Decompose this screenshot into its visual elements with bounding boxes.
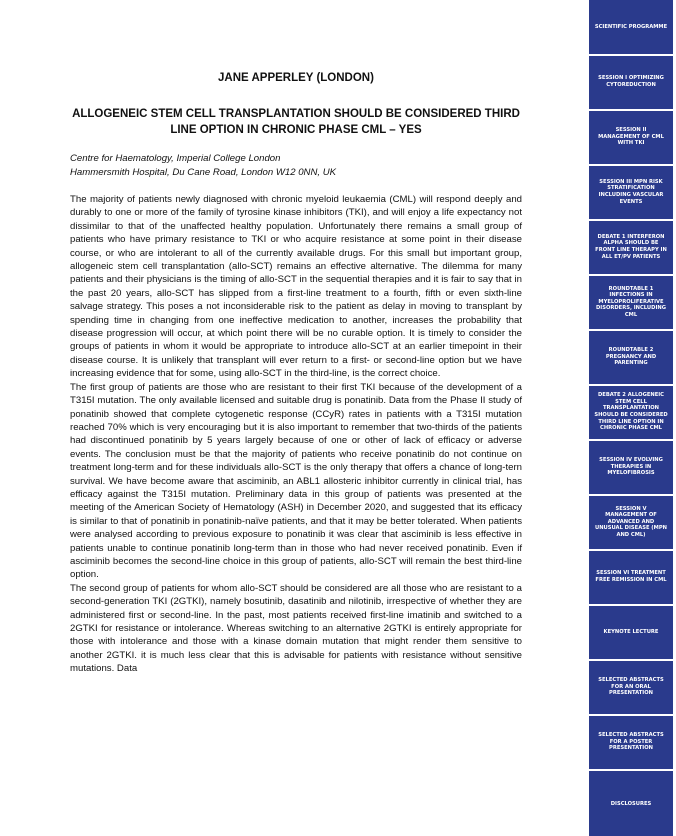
nav-item-roundtable-2[interactable]: ROUNDTABLE 2 PREGNANCY AND PARENTING <box>605 347 657 367</box>
nav-item-oral-abstracts[interactable]: SELECTED ABSTRACTS FOR AN ORAL PRESENTATION <box>598 677 664 697</box>
nav-item-debate-2[interactable]: DEBATE 2 ALLOGENEIC STEM CELL TRANSPLANTATION SHOULD BE CONSIDERED THIRD LINE OPTION IN CHRONIC PHASE CML <box>594 392 668 432</box>
nav-divider <box>589 604 673 606</box>
nav-item-keynote-lecture[interactable]: KEYNOTE LECTURE <box>603 628 659 635</box>
nav-divider <box>589 439 673 441</box>
body-paragraph-1: The majority of patients newly diagnosed with chronic myeloid leukaemia (CML) will respond deeply and durably to one or more of the family of tyrosine kinase inhibitors (TKI), and will enjoy a life expectancy not dissimilar to that of the unaffected healthy population. Unfortunately there remains a small group of patients who have primary resistance to TKI or who acquire resistance at some point in their disease course, or who are intolerant to all of the currently available drugs. For this small but important group, allogeneic stem cell transplantation (allo-SCT) remains an effective alternative. The dilemma for many patients and their physicians is the timing of allo-SCT in the sequential therapies and it is fair to say that in the past 20 years, allo-SCT has slipped from a first-line treatment to a fourth, fifth or even sixth-line salvage strategy. This poses a not inconsiderable risk to the patient as delay in moving to transplant by spending time in changing from one ineffective medication to another, increases the probability that disease progression will occur, at which point there will be no curable option. It is timely to consider the groups of patients in whom it would be appropriate to introduce allo-SCT at an earlier timepoint in their disease course. It is unlikely that transplant will ever return to a first- or second-line option but we have increasing evidence that for some, using allo-SCT in the third-line, is the correct choice. <box>70 194 522 380</box>
nav-divider <box>589 274 673 276</box>
nav-item-session-1[interactable]: SESSION I OPTIMIZING CYTOREDUCTION <box>598 75 664 88</box>
sidebar-nav <box>589 0 673 836</box>
nav-divider <box>589 329 673 331</box>
nav-item-session-5[interactable]: SESSION V MANAGEMENT OF ADVANCED AND UNUSUAL DISEASE (MPN AND CML) <box>595 505 667 538</box>
nav-item-session-4[interactable]: SESSION IV EVOLVING THERAPIES IN MYELOFIBROSIS <box>599 457 663 477</box>
nav-divider <box>589 659 673 661</box>
nav-item-session-3[interactable]: SESSION III MPN RISK STRATIFICATION INCLUDING VASCULAR EVENTS <box>598 178 664 205</box>
nav-item-session-6[interactable]: SESSION VI TREATMENT FREE REMISSION IN CML <box>595 570 667 583</box>
nav-divider <box>589 549 673 551</box>
affiliation <box>70 152 522 179</box>
affiliation-line-2: Hammersmith Hospital, Du Cane Road, London W12 0NN, UK <box>70 166 337 178</box>
nav-item-scientific-programme[interactable]: SCIENTIFIC PROGRAMME <box>594 23 668 30</box>
nav-divider <box>589 54 673 56</box>
nav-divider <box>589 384 673 386</box>
nav-divider <box>589 494 673 496</box>
nav-item-session-2[interactable]: SESSION II MANAGEMENT OF CML WITH TKI <box>598 127 664 147</box>
nav-divider <box>589 164 673 166</box>
nav-divider <box>589 714 673 716</box>
nav-item-roundtable-1[interactable]: ROUNDTABLE 1 INFECTIONS IN MYELOPROLIFERATIVE DISORDERS, INCLUDING CML <box>596 285 666 318</box>
article-body <box>70 193 522 676</box>
nav-item-debate-1[interactable]: DEBATE 1 INTERFERON ALPHA SHOULD BE FRONT LINE THERAPY IN ALL ET/PV PATIENTS <box>595 233 667 260</box>
nav-divider <box>589 769 673 771</box>
affiliation-line-1: Centre for Haematology, Imperial College London <box>70 153 281 164</box>
nav-item-poster-abstracts[interactable]: SELECTED ABSTRACTS FOR A POSTER PRESENTATION <box>598 732 664 752</box>
body-paragraph-2: The first group of patients are those who are resistant to their first TKI because of the development of a T315I mutation. The only available licensed and suitable drug is ponatinib. Data from the Phase II study of ponatinib showed that complete cytogenetic response (CCyR) rates in patients with a T315I mutation reached 70% which is very encouraging but it is also important to remember that two-thirds of the patients had discontinued ponatinib by 5 years largely because of one or other of lack of efficacy or adverse events. The conclusion must be that the majority of patients who receive ponatinib do not continue on treatment long-term and for these individuals allo-SCT is the only therapy that offers a chance of long-tern survival. We have become aware that asciminib, an ABL1 allosteric inhibitor currently in clinical trial, has efficacy against the T315I mutation. Preliminary data in this group of patients was presented at the meeting of the American Society of Hematology (ASH) in December 2020, and suggested that its efficacy is similar to that of ponatinib in ponatinib-naïve patients, and that it may be better tolerated. When patients were analysed according to previous exposure to ponatinib it was clear that asciminib is less effective in patients unable to continue ponatinib long-term than in those who had never received ponatinib. Even if asciminib becomes the second-line choice in this group of patients, allo-SCT will remain the best third-line option. <box>70 381 522 581</box>
nav-divider <box>589 109 673 111</box>
article-title: ALLOGENEIC STEM CELL TRANSPLANTATION SHOULD BE CONSIDERED THIRD LINE OPTION IN CHRONIC PHASE CML – YES <box>72 108 520 136</box>
body-paragraph-3: The second group of patients for whom allo-SCT should be considered are all those who are resistant to a second-generation TKI (2GTKI), namely bosutinib, dasatinib and nilotinib, irrespective of whether they are administered first or second-line. In the past, most patients received first-line imatinib and switched to a 2GTKI for resistance or intolerance. Whereas switching to an alternative 2GTKI is entirely appropriate for those with intolerance and those with a kinase domain mutation that might render them sensitive to another 2GTKI. it is much less clear that this is advisable for patients with resistance without sensitive mutations. Data <box>70 582 522 675</box>
nav-item-disclosures[interactable]: DISCLOSURES <box>610 800 652 807</box>
nav-divider <box>589 219 673 221</box>
author-heading: JANE APPERLEY (LONDON) <box>218 72 374 84</box>
